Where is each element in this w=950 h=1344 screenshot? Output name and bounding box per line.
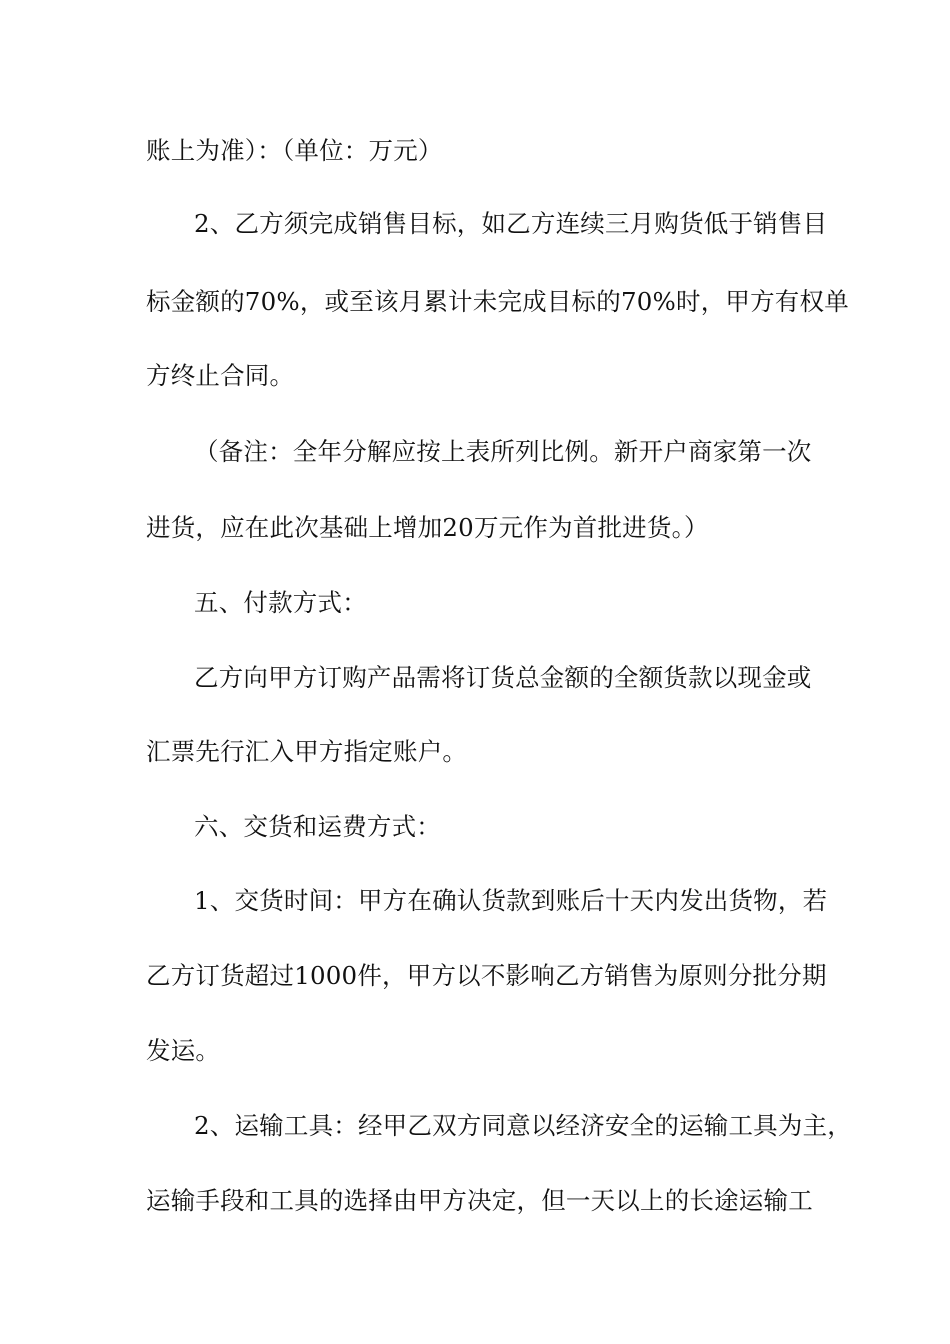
text-line: 2、运输工具：经甲乙双方同意以经济安全的运输工具为主， — [194, 1111, 852, 1140]
text-line: 账上为准）：（单位：万元） — [146, 136, 443, 165]
text-line: 乙方向甲方订购产品需将订货总金额的全额货款以现金或 — [194, 663, 812, 692]
text-line: 乙方订货超过1000件，甲方以不影响乙方销售为原则分批分期 — [146, 961, 827, 990]
text-line: 汇票先行汇入甲方指定账户。 — [146, 737, 468, 766]
text-line: 运输手段和工具的选择由甲方决定，但一天以上的长途运输工 — [146, 1186, 813, 1215]
text-line: 标金额的70%，或至该月累计未完成目标的70%时，甲方有权单 — [146, 287, 849, 316]
text-line: （备注：全年分解应按上表所列比例。新开户商家第一次 — [194, 437, 812, 466]
section-heading-delivery: 六、交货和运费方式： — [194, 812, 441, 841]
text-line: 1、交货时间：甲方在确认货款到账后十天内发出货物，若 — [194, 886, 828, 915]
section-heading-payment: 五、付款方式： — [194, 588, 367, 617]
text-line: 方终止合同。 — [146, 361, 295, 390]
text-line: 发运。 — [146, 1036, 221, 1065]
text-line: 2、乙方须完成销售目标，如乙方连续三月购货低于销售目 — [194, 209, 828, 238]
text-line: 进货，应在此次基础上增加20万元作为首批进货。） — [146, 513, 709, 542]
